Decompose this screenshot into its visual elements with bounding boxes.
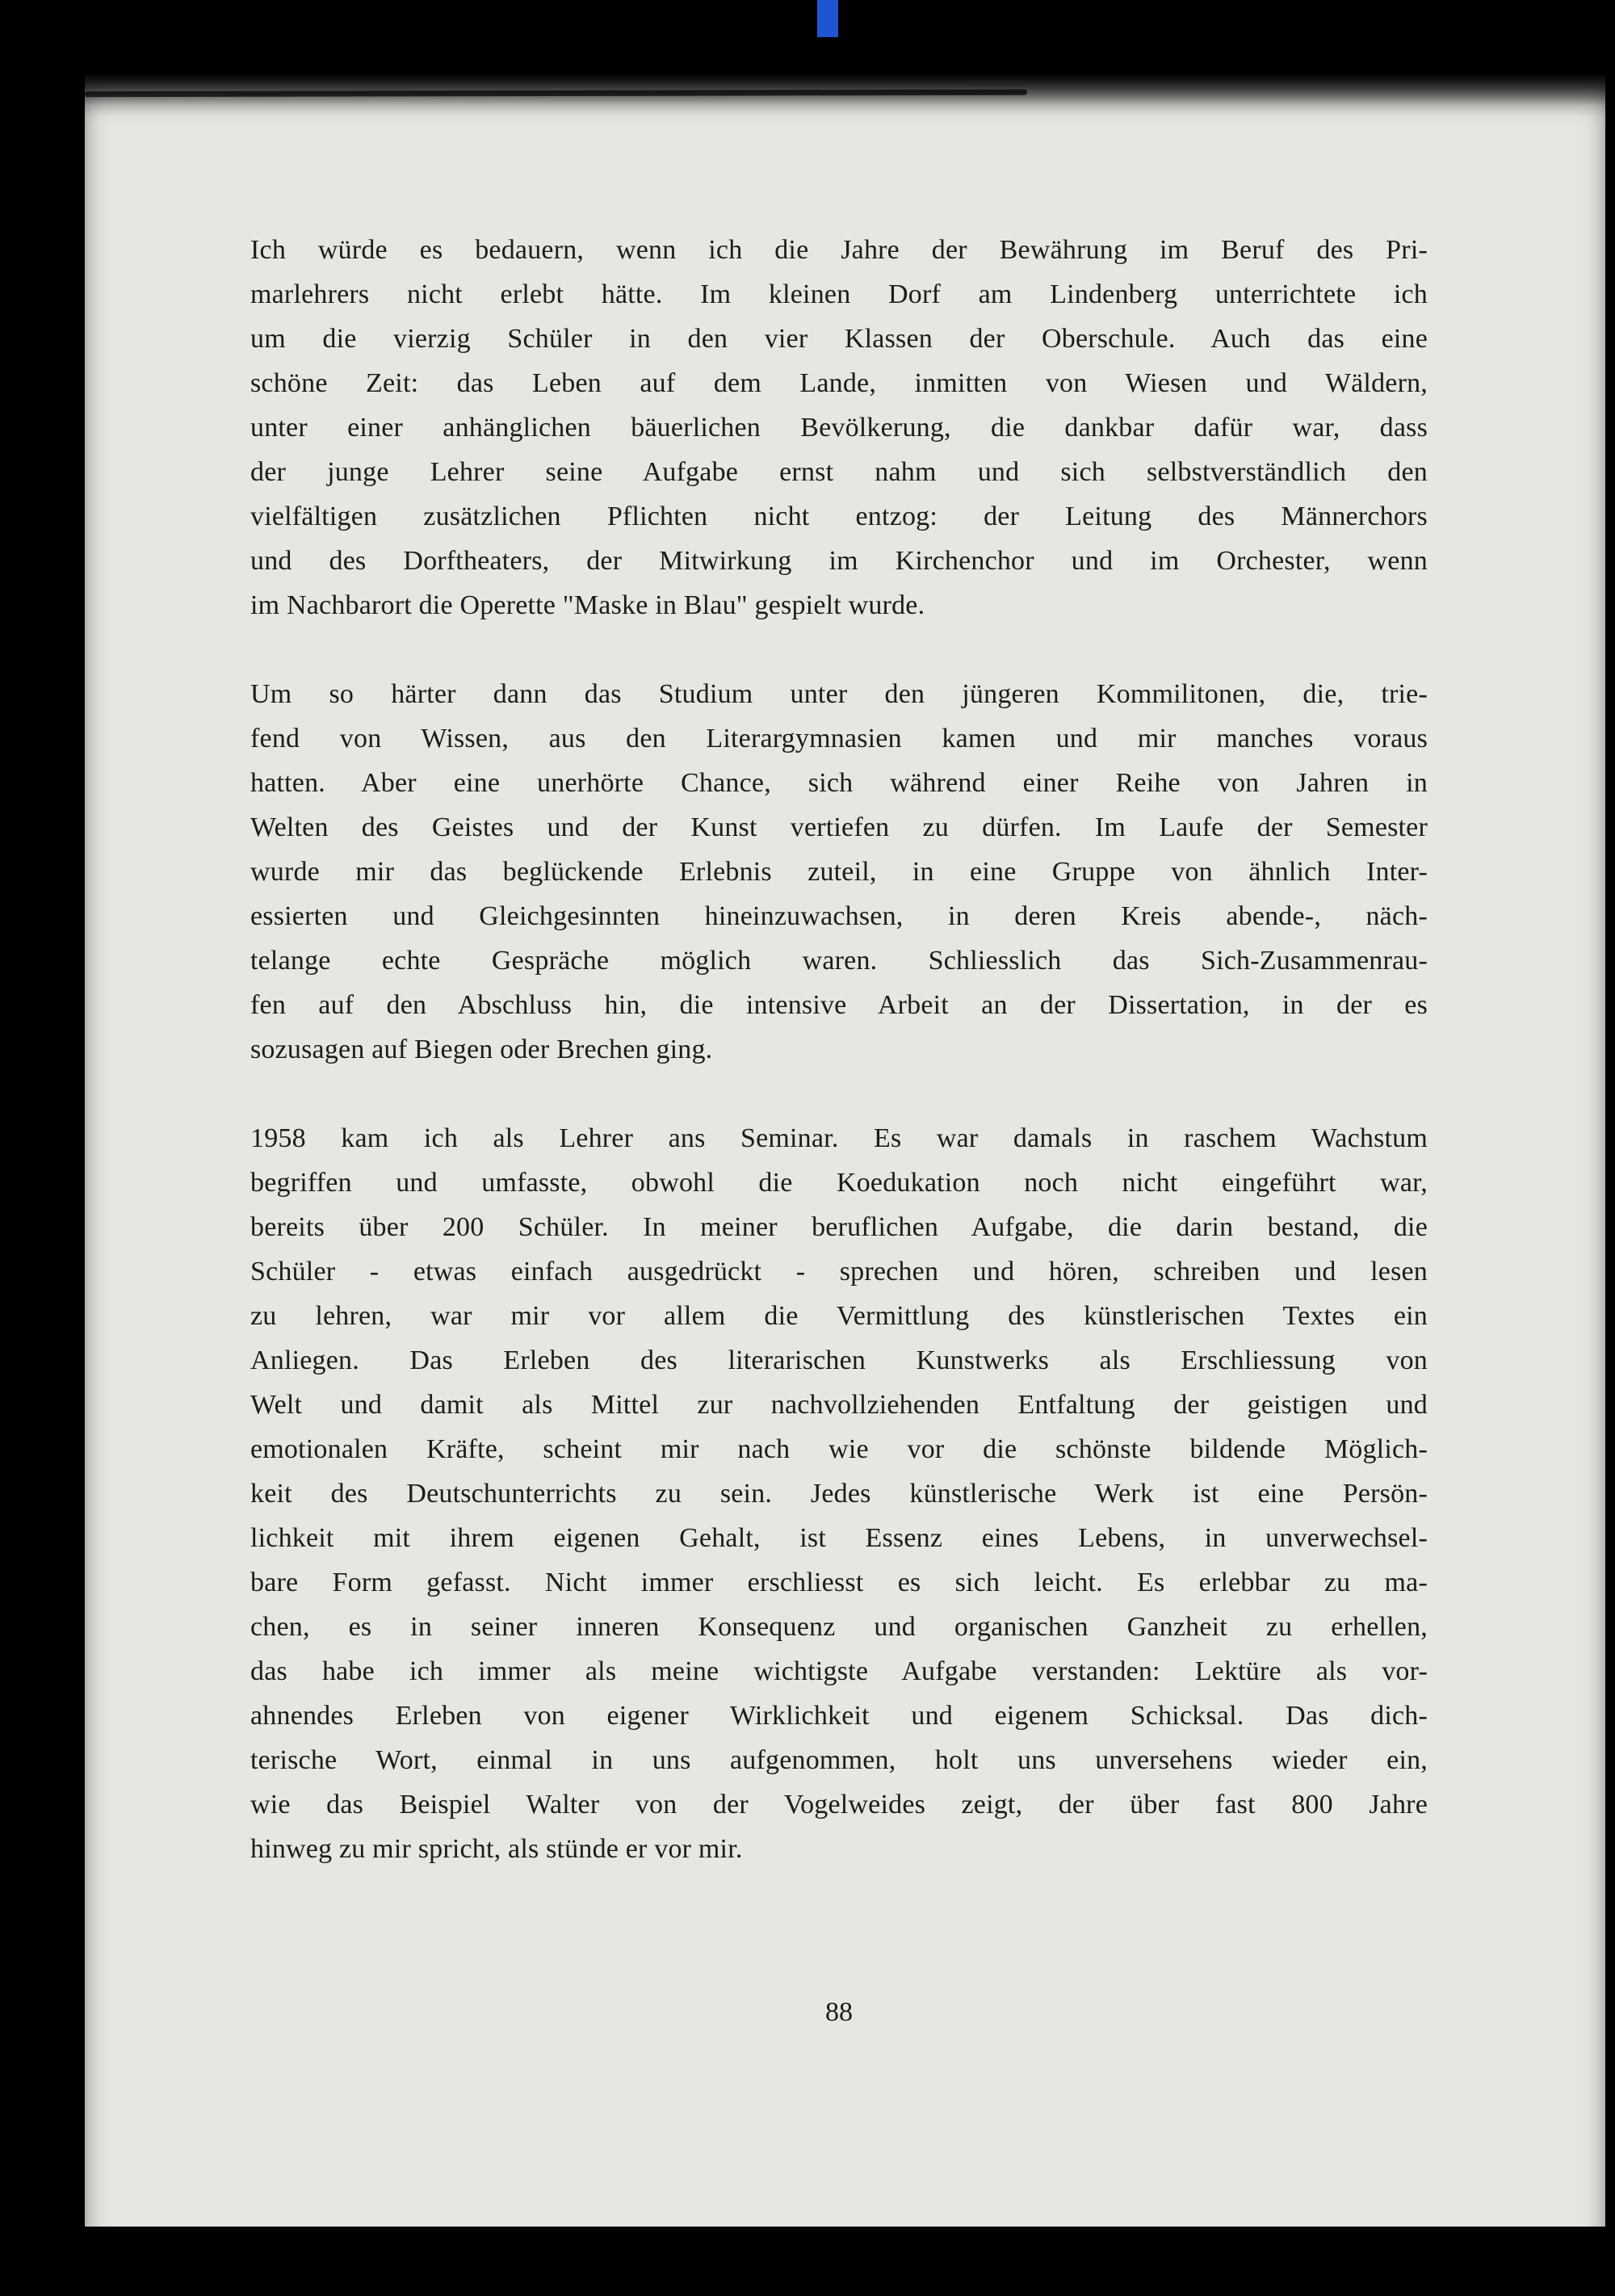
text-block [250, 228, 1428, 1871]
text-line: essierten und Gleichgesinnten hineinzuwachsen, in deren Kreis abende-, näch- [250, 901, 1428, 931]
text-line: 1958 kam ich als Lehrer ans Seminar. Es war damals in raschem Wachstum [250, 1123, 1428, 1153]
text-line: emotionalen Kräfte, scheint mir nach wie vor die schönste bildende Möglich- [250, 1434, 1428, 1464]
text-line: fend von Wissen, aus den Literargymnasien kamen und mir manches voraus [250, 724, 1428, 753]
text-line: schöne Zeit: das Leben auf dem Lande, inmitten von Wiesen und Wäldern, [250, 368, 1428, 398]
text-line: bereits über 200 Schüler. In meiner beruflichen Aufgabe, die darin bestand, die [250, 1212, 1428, 1242]
paragraph [250, 1116, 1428, 1871]
text-line: terische Wort, einmal in uns aufgenommen, holt uns unversehens wieder ein, [250, 1745, 1428, 1775]
text-line: fen auf den Abschluss hin, die intensive Arbeit an der Dissertation, in der es [250, 990, 1428, 1020]
text-line: Um so härter dann das Studium unter den jüngeren Kommilitonen, die, trie- [250, 679, 1428, 709]
text-line: unter einer anhänglichen bäuerlichen Bevölkerung, die dankbar dafür war, dass [250, 413, 1428, 443]
text-line: wurde mir das beglückende Erlebnis zuteil, in eine Gruppe von ähnlich Inter- [250, 857, 1428, 887]
text-line: Schüler - etwas einfach ausgedrückt - sprechen und hören, schreiben und lesen [250, 1257, 1428, 1287]
paragraph [250, 672, 1428, 1072]
text-line: zu lehren, war mir vor allem die Vermittlung des künstlerischen Textes ein [250, 1301, 1428, 1331]
text-line: wie das Beispiel Walter von der Vogelweides zeigt, der über fast 800 Jahre [250, 1790, 1428, 1820]
text-line: Welt und damit als Mittel zur nachvollziehenden Entfaltung der geistigen und [250, 1390, 1428, 1420]
text-line: bare Form gefasst. Nicht immer erschliesst es sich leicht. Es erlebbar zu ma- [250, 1568, 1428, 1597]
text-line: telange echte Gespräche möglich waren. Schliesslich das Sich-Zusammenrau- [250, 946, 1428, 976]
text-line: der junge Lehrer seine Aufgabe ernst nahm und sich selbstverständlich den [250, 457, 1428, 487]
text-line: Welten des Geistes und der Kunst vertiefen zu dürfen. Im Laufe der Semester [250, 812, 1428, 842]
page-number: 88 [825, 1997, 853, 2027]
text-line: begriffen und umfasste, obwohl die Koedukation noch nicht eingeführt war, [250, 1168, 1428, 1198]
page-top-edge-shadow [85, 90, 1027, 97]
scan-artifact-blue-mark [817, 0, 838, 37]
text-line: hinweg zu mir spricht, als stünde er vor mir. [250, 1834, 743, 1864]
text-line: vielfältigen zusätzlichen Pflichten nicht entzog: der Leitung des Männerchors [250, 502, 1428, 531]
text-line: lichkeit mit ihrem eigenen Gehalt, ist Essenz eines Lebens, in unverwechsel- [250, 1523, 1428, 1553]
book-page [85, 74, 1605, 2227]
text-line: sozusagen auf Biegen oder Brechen ging. [250, 1035, 713, 1064]
text-line: chen, es in seiner inneren Konsequenz und organischen Ganzheit zu erhellen, [250, 1612, 1428, 1642]
text-line: ahnendes Erleben von eigener Wirklichkeit und eigenem Schicksal. Das dich- [250, 1701, 1428, 1731]
text-line: Ich würde es bedauern, wenn ich die Jahre der Bewährung im Beruf des Pri- [250, 235, 1428, 265]
text-line: keit des Deutschunterrichts zu sein. Jedes künstlerische Werk ist eine Persön- [250, 1479, 1428, 1509]
text-line: im Nachbarort die Operette "Maske in Blau" gespielt wurde. [250, 590, 925, 620]
text-line: und des Dorftheaters, der Mitwirkung im Kirchenchor und im Orchester, wenn [250, 546, 1428, 576]
text-line: hatten. Aber eine unerhörte Chance, sich während einer Reihe von Jahren in [250, 768, 1428, 798]
text-line: marlehrers nicht erlebt hätte. Im kleinen Dorf am Lindenberg unterrichtete ich [250, 279, 1428, 309]
paragraph [250, 228, 1428, 628]
page-top-shadow [85, 74, 1605, 116]
text-line: das habe ich immer als meine wichtigste Aufgabe verstanden: Lektüre als vor- [250, 1656, 1428, 1686]
text-line: um die vierzig Schüler in den vier Klassen der Oberschule. Auch das eine [250, 324, 1428, 354]
text-line: Anliegen. Das Erleben des literarischen Kunstwerks als Erschliessung von [250, 1345, 1428, 1375]
